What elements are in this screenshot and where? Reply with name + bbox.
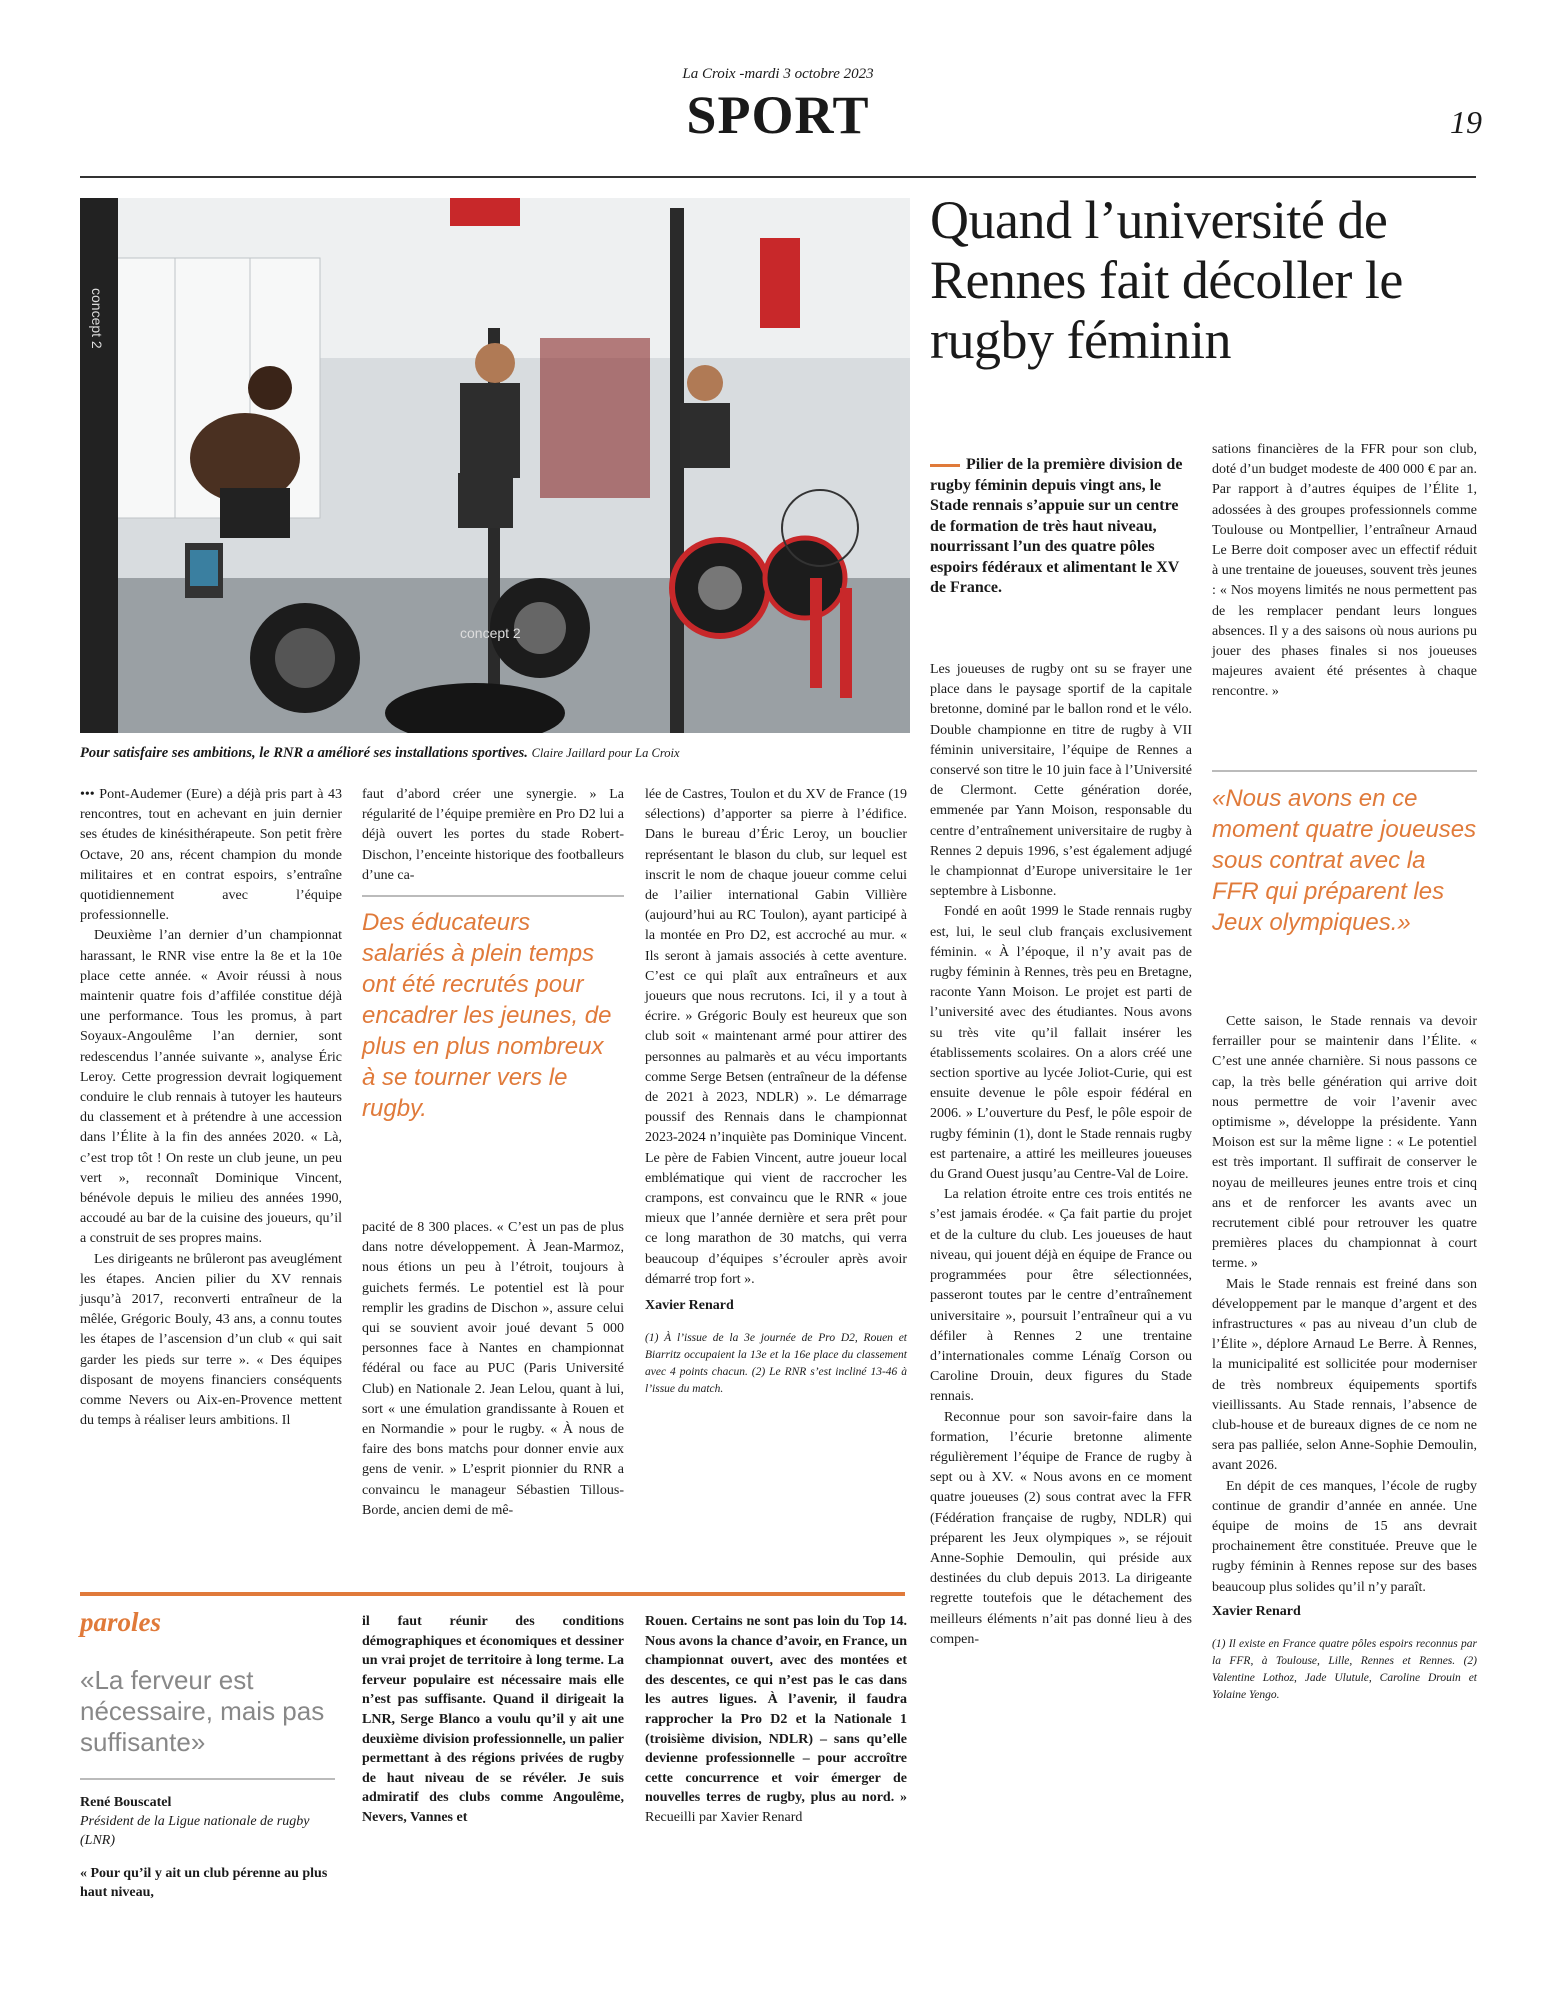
paragraph: pacité de 8 300 places. « C’est un pas de plus dans notre développement. À Jean-Marmoz, nous étions un peu à l’étroit, toujours à guichets fermés. Le potentiel est là pour remplir les gradins de Dischon », assure celui qui se souvient avoir joué devant 5 000 personnes face à Nantes en championnat fédéral ou face au PUC (Paris Université Club) en Nationale 2. Jean Lelou, quant à lui, sort « une émulation grandissante à Rouen et en Normandie » pour le rugby. « À nous de faire des bons matchs pour donner envie aux gens de venir. » L’esprit pionnier du RNR a convaincu le manageur Sébastien Tillous-Borde, ancien demi de mê- — [362, 1220, 624, 1518]
paroles-quote: «La ferveur est nécessaire, mais pas suffisante» — [80, 1665, 325, 1757]
paragraph: Fondé en août 1999 le Stade rennais rugby est, lui, le seul club français exclusivement féminin. « À l’époque, il n’y avait pas de rugby féminin à Rennes, très peu en Bretagne, raconte Yann Moison. Le projet est parti de l’université avec des étudiantes. Nous avons su très vite qu’il fallait insérer les établissements scolaires. On a alors créé une section sportive au lycée Joliot-Curie, qui est ensuite devenue le pôle espoir fédéral en 2006. » L’ouverture du Pesf, le pôle espoir de rugby féminin (1), dont le Stade rennais rugby est partenaire, a attiré les meilleures joueuses du Grand Ouest jusqu’au Centre-Val de Loire. — [930, 904, 1192, 1183]
footnotes: (1) Il existe en France quatre pôles espoirs reconnus par la FFR, à Toulouse, Lille, Rennes et Rennes. (2) Valentine Lothoz, Jade Ulutule, Caroline Drouin et Yolaine Yengo. — [1212, 1638, 1477, 1702]
paroles-column-2: il faut réunir des conditions démographiques et économiques et dessiner un vrai projet de territoire à long terme. La ferveur populaire est nécessaire mais elle n’est pas suffisante. Quand il dirigeait la LNR, Serge Blanco a voulu qu’il y ait une deuxième division professionnelle, un palier permettant à des régions privées de rugby de haut niveau de se révéler. Je suis admiratif des clubs comme Angoulême, Nevers, Vannes et — [362, 1614, 624, 1825]
paroles-credit: Recueilli par Xavier Renard — [645, 1809, 803, 1825]
paragraph: Les joueuses de rugby ont su se frayer une place dans le paysage sportif de la capitale bretonne, dominé par le ballon rond et le vélo. Double championne en titre de rugby à VII féminin universitaire, l’équipe de Rennes a conservé son titre le 10 juin face à l’Université de Clermont. Cette génération dorée, emmenée par Yann Moison, responsable du centre d’entraînement universitaire de rugby à Rennes 2 depuis 1996, s’est également adjugé le championnat d’Europe universitaire le 1er septembre à Lisbonne. — [930, 662, 1193, 900]
article-column-5-top — [1212, 440, 1477, 703]
paroles-text: Rouen. Certains ne sont pas loin du Top 14. Nous avons la chance d’avoir, en France, un championnat ouvert, avec des montées et des descentes, ce qui n’est pas le cas dans les autres ligues. À l’avenir, il faudra rapprocher la Pro D2 et la Nationale 1 (troisième division, NDLR) – sans qu’elle devienne professionnelle – pour accroître cette concurrence et voir émerger de nouvelles terres de rugby, plus au nord. » — [645, 1614, 908, 1806]
lead-dash — [930, 464, 960, 467]
lead-text: Pilier de la première division de rugby féminin depuis vingt ans, le Stade rennais s’appuie sur un centre de formation de très haut niveau, nourrissant l’un des quatre pôles espoirs fédéraux et alimentant le XV de France. — [930, 456, 1183, 596]
masthead: La Croix -mardi 3 octobre 2023 — [682, 66, 874, 82]
photo-caption — [80, 745, 910, 762]
speaker-role: Président de la Ligue nationale de rugby (LNR) — [80, 1814, 310, 1848]
paroles-rule — [80, 1592, 905, 1596]
article-photo — [80, 198, 910, 733]
speaker-rule — [80, 1778, 335, 1780]
page-number: 19 — [1450, 104, 1482, 140]
section-title: SPORT — [686, 85, 870, 145]
signature: Xavier Renard — [645, 1298, 734, 1314]
article-lead — [930, 455, 1190, 599]
paragraph: Mais le Stade rennais est freiné dans son développement par le manque d’argent et des infrastructures « pas au niveau d’un club de l’Élite », déplore Arnaud Le Berre. À Rennes, la municipalité est sollicitée pour moderniser de très nombreux équipements sportifs vieillissants. Au Stade rennais, l’absence de club-house et de bureaux dignes de ce nom ne sera pas palliée, selon Anne-Sophie Demoulin, avant 2026. — [1212, 1276, 1477, 1474]
pull-quote-rule — [1212, 770, 1477, 772]
paragraph: faut d’abord créer une synergie. » La régularité de l’équipe première en Pro D2 lui a déjà ouvert les portes du stade Robert-Dischon, l’enceinte historique des footballeurs d’une ca- — [362, 787, 624, 883]
header-rule — [80, 176, 1476, 178]
paragraph: Deuxième l’an dernier d’un championnat harassant, le RNR vise entre la 8e et la 10e place cette année. « Avoir réussi à nous maintenir quatre fois d’affilée constitue déjà une performance. Tous les promus, à part Soyaux-Angoulême l’an dernier, sont redescendus l’année suivante », analyse Éric Leroy. Cette progression devrait logiquement conduire le club rennais à tutoyer les hauteurs du classement et à prétendre à une accession dans l’Élite à la fin des années 2020. « Là, c’est trop tôt ! On reste un club jeune, un peu vert », reconnaît Dominique Vincent, bénévole depuis le milieu des années 1990, accoudé au bar de la cuisine des joueurs, qu’il a construit de ses propres mains. — [80, 928, 342, 1247]
pull-quote-rule — [362, 895, 624, 897]
signature: Xavier Renard — [1212, 1603, 1301, 1619]
paragraph: sations financières de la FFR pour son club, doté d’un budget modeste de 400 000 € par an. Par rapport à d’autres équipes de l’Élite 1, adossées à des groupes professionnels comme Toulouse ou Montpellier, l’entraîneur Arnaud Le Berre doit composer avec un effectif réduit à une trentaine de joueuses, souvent très jeunes : « Nos moyens limités ne nous permettent pas de les remplacer pendant leurs longues absences. Il y a des saisons où nous aurions pu jouer des phases finales si nos joueuses majeures avaient été présentes à chaque rencontre. » — [1212, 442, 1477, 700]
caption-text: Pour satisfaire ses ambitions, le RNR a amélioré ses installations sportives. — [80, 745, 528, 761]
concept2-bike-logo: concept 2 — [460, 625, 521, 641]
article-column-1 — [80, 785, 342, 1432]
pull-quote: «Nous avons en ce moment quatre joueuses sous contrat avec la FFR qui préparent les Jeux olympiques.» — [1212, 785, 1477, 936]
speaker-name: René Bouscatel — [80, 1795, 172, 1810]
article-headline: Quand l’université de Rennes fait décoller le rugby féminin — [930, 190, 1403, 370]
article-column-4 — [930, 660, 1192, 1650]
paragraph: Reconnue pour son savoir-faire dans la formation, l’écurie bretonne alimente régulièrement l’équipe de France de rugby à sept ou à XV. « Nous avons en ce moment quatre joueuses (2) sous contrat avec la FFR (Fédération française de rugby, NDLR) qui préparent les Jeux olympiques », se réjouit Anne-Sophie Demoulin, qui préside aux destinées du club depuis 2013. La dirigeante regrette toutefois que le détachement des meilleurs éléments n’ait pas donné lieu à des compen- — [930, 1409, 1192, 1647]
paroles-title: paroles — [80, 1607, 161, 1637]
paragraph: En dépit de ces manques, l’école de rugby continue de grandir d’année en année. Une équipe de moins de 15 ans devrait prochainement être constituée. Preuve que le rugby féminin à Rennes repose sur des bases beaucoup plus solides qu’il n’y paraît. — [1212, 1478, 1477, 1595]
footnotes: (1) À l’issue de la 3e journée de Pro D2, Rouen et Biarritz occupaient la 13e et la 16e place du classement avec 4 points chacun. (2) Le RNR s’est incliné 13-46 à l’issue du match. — [645, 1332, 907, 1396]
paragraph: ••• Pont-Audemer (Eure) a déjà pris part à 43 rencontres, tout en achevant en juin dernier ses études de kinésithérapeute. Son petit frère Octave, 20 ans, récent champion du monde militaires et en contrat espoirs, s’entraîne quotidiennement avec l’équipe professionnelle. — [80, 787, 342, 924]
article-column-2-top — [362, 785, 624, 886]
pull-quote: Des éducateurs salariés à plein temps ont été recrutés pour encadrer les jeunes, de plus en plus nombreux à se tourner vers le rugby. — [362, 909, 612, 1122]
paroles-column-1: « Pour qu’il y ait un club pérenne au plus haut niveau, — [80, 1866, 328, 1900]
paragraph: La relation étroite entre ces trois entités ne s’est jamais érodée. « Ça fait partie du projet et de la culture du club. Les joueuses de haut niveau, qui jouent déjà en équipe de France ou programmées pour être sélectionnées, passeront toutes par le centre d’entraînement universitaire », poursuit l’entraîneur qui a vu défiler à Rennes 2 une trentaine d’internationales comme Lénaïg Corson ou Caroline Drouin, deux figures du Stade rennais. — [930, 1187, 1192, 1405]
article-column-2-bottom — [362, 1218, 624, 1521]
paragraph: lée de Castres, Toulon et du XV de France (19 sélections) d’apporter sa pierre à l’édifice. Dans le bureau d’Éric Leroy, un bouclier représentant le blason du club, sur lequel est inscrit le nom de chaque joueur comme celui de l’ailier international Gabin Villière (aujourd’hui au RC Toulon), ayant participé à la montée en Pro D2, est accroché au mur. « Ils seront à jamais associés à cette aventure. C’est ce qui plaît aux entraîneurs et aux joueurs que nous recrutons. Ici, il y a tout à écrire. » Grégoric Bouly est heureux que son club soit « maintenant armé pour attirer des personnes au palmarès et au vécu importants comme Serge Betsen (entraîneur de la défense de 2021 à 2023, NDLR) ». Le démarrage poussif des Rennais dans le championnat 2023-2024 n’inquiète pas Dominique Vincent. Le père de Fabien Vincent, autre joueur local emblématique qui vient de raccrocher les crampons, est convaincu que le RNR « joue mieux que l’année dernière et sera prêt pour ce long marathon de 30 matchs, qui verra beaucoup d’équipes s’écrouler après avoir démarré trop fort ». — [645, 787, 907, 1287]
gym-illustration — [80, 198, 910, 733]
article-column-3 — [645, 785, 907, 1398]
photo-credit: Claire Jaillard pour La Croix — [531, 746, 680, 760]
article-column-5-bottom — [1212, 1012, 1477, 1704]
concept2-logo: concept 2 — [89, 288, 105, 349]
paragraph: Cette saison, le Stade rennais va devoir ferrailler pour se maintenir dans l’Élite. « C’est une année charnière. Si nous passons ce cap, la très belle génération qui arrive doit nous permettre de voir l’avenir avec optimisme », développe la présidente. Yann Moison est sur la même ligne : « Le potentiel est très important. Il suffirait de conserver le noyau de meilleures jeunes entre trois et cinq ans et de renforcer les avants avec un recrutement ciblé pour retrouver les quatre premières places du championnat à court terme. » — [1212, 1014, 1477, 1272]
paroles-column-3 — [645, 1612, 907, 1828]
paragraph: Les dirigeants ne brûleront pas aveuglément les étapes. Ancien pilier du XV rennais jusqu’à 2017, reconverti entraîneur de la mêlée, Grégoric Bouly, 43 ans, a connu toutes les étapes de l’ascension d’un club « qui sait garder les pieds sur terre ». « Des équipes disposant de moyens financiers conséquents comme Nevers ou Aix-en-Provence mettent du temps à réaliser leurs ambitions. Il — [80, 1251, 342, 1429]
speaker-block — [80, 1793, 335, 1902]
